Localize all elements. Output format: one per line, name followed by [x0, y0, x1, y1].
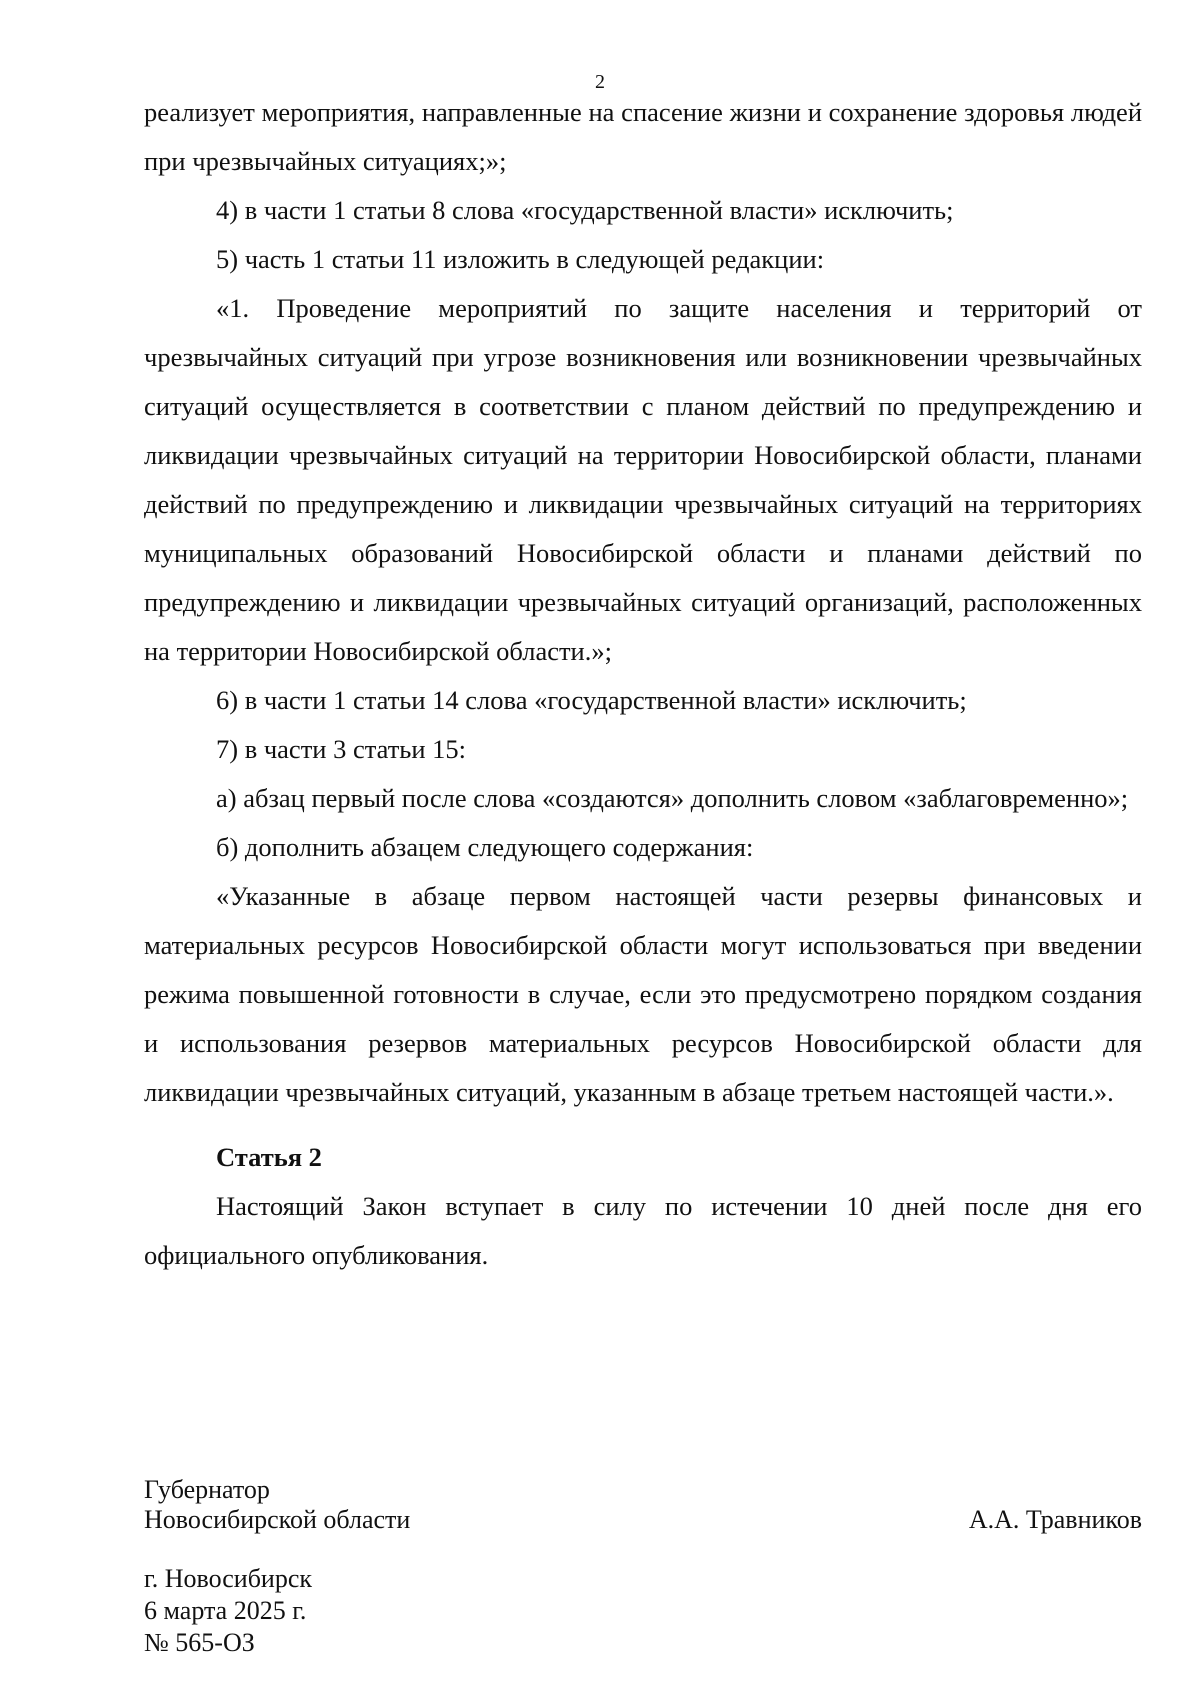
- signatory-name: А.А. Травников: [968, 1505, 1142, 1534]
- document-body: [144, 88, 1142, 1280]
- paragraph-subitem-a: а) абзац первый после слова «создаются» дополнить словом «заблаговременно»;: [216, 783, 1129, 813]
- paragraph-article-2: Настоящий Закон вступает в силу по истечении 10 дней после дня его официального опубликования.: [144, 1191, 1142, 1270]
- paragraph-quote-reserves: «Указанные в абзаце первом настоящей части резервы финансовых и материальных ресурсов Новосибирской области могут использоваться при введении режима повышенной готовности в случае, если это предусмотрено порядком создания и использования резервов материальных ресурсов Новосибирской области для ликвидации чрезвычайных ситуаций, указанным в абзаце третьем настоящей части.».: [144, 881, 1142, 1107]
- article-heading: Статья 2: [216, 1142, 322, 1172]
- page-number: 2: [595, 71, 605, 93]
- paragraph-item-6: 6) в части 1 статьи 14 слова «государственной власти» исключить;: [216, 685, 967, 715]
- paragraph-item-4: 4) в части 1 статьи 8 слова «государственной власти» исключить;: [216, 195, 954, 225]
- paragraph-quote-part-1: «1. Проведение мероприятий по защите населения и территорий от чрезвычайных ситуаций при угрозе возникновения или возникновении чрезвычайных ситуаций осуществляется в соответствии с планом действий по предупреждению и ликвидации чрезвычайных ситуаций на территории Новосибирской области, планами действий по предупреждению и ликвидации чрезвычайных ситуаций на территориях муниципальных образований Новосибирской области и планами действий по предупреждению и ликвидации чрезвычайных ситуаций организаций, расположенных на территории Новосибирской области.»;: [144, 293, 1142, 666]
- date: 6 марта 2025 г.: [144, 1596, 307, 1625]
- paragraph-subitem-b: б) дополнить абзацем следующего содержания:: [216, 832, 754, 862]
- paragraph-item-5: 5) часть 1 статьи 11 изложить в следующей редакции:: [216, 244, 825, 274]
- document-number: № 565-ОЗ: [144, 1628, 255, 1657]
- signatory-title: [144, 1475, 410, 1535]
- signatory-title-line1: Губернатор: [144, 1475, 270, 1504]
- paragraph-item-7: 7) в части 3 статьи 15:: [216, 734, 467, 764]
- signatory-title-line2: Новосибирской области: [144, 1505, 411, 1534]
- signature-block: [144, 1475, 1142, 1535]
- city: г. Новосибирск: [144, 1564, 313, 1593]
- document-meta: [144, 1563, 312, 1659]
- paragraph-continuation: реализует мероприятия, направленные на спасение жизни и сохранение здоровья людей при чрезвычайных ситуациях;»;: [144, 97, 1142, 176]
